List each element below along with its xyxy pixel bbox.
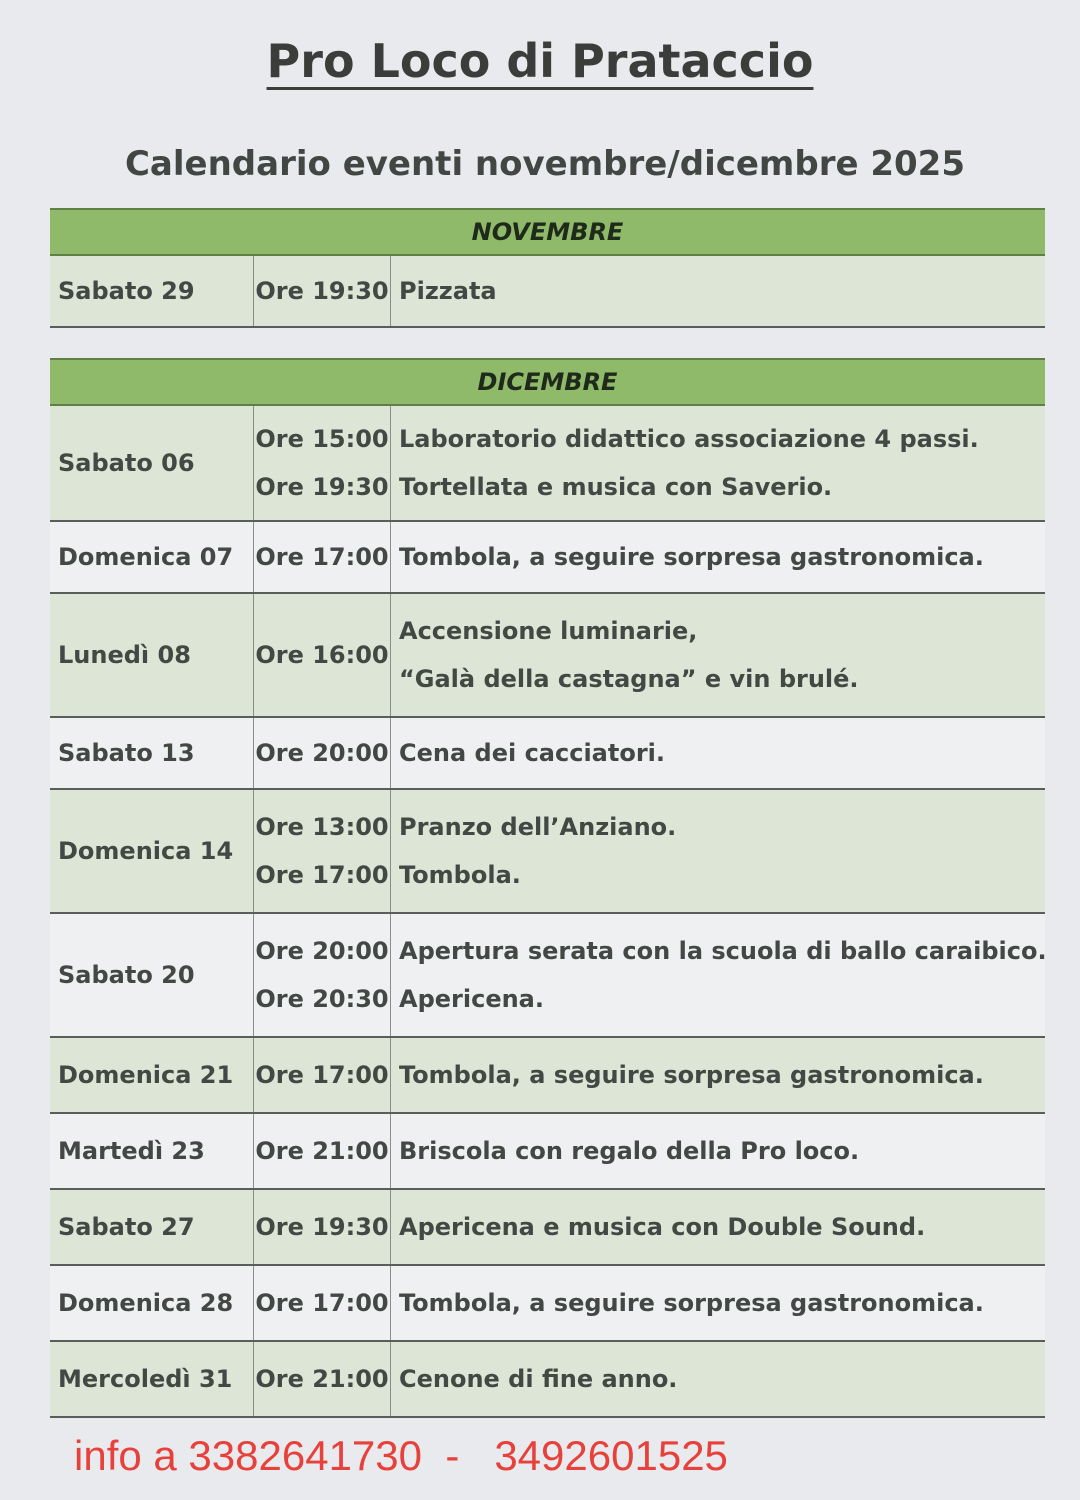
event-day-label: Domenica 21	[58, 1061, 234, 1089]
event-description	[391, 914, 1055, 1036]
event-day-label: Sabato 20	[58, 961, 195, 989]
month-table-dicembre	[50, 358, 1045, 1418]
event-day-label: Sabato 27	[58, 1213, 195, 1241]
event-row	[50, 718, 1045, 790]
event-time-label: Ore 19:30	[255, 473, 389, 501]
event-time	[254, 406, 391, 520]
event-time-label: Ore 17:00	[255, 861, 389, 889]
info-contact: info a 3382641730 - 3492601525	[74, 1432, 728, 1479]
event-description	[391, 406, 1045, 520]
event-time	[254, 522, 391, 592]
event-description	[391, 1038, 1045, 1112]
event-description	[391, 1266, 1045, 1340]
event-description	[391, 256, 1045, 326]
event-description	[391, 522, 1045, 592]
event-day-label: Sabato 06	[58, 449, 195, 477]
event-time	[254, 1342, 391, 1416]
event-description-line: Pizzata	[399, 277, 497, 305]
event-day	[50, 1342, 254, 1416]
event-time	[254, 594, 391, 716]
event-day	[50, 406, 254, 520]
event-row	[50, 1342, 1045, 1416]
event-day	[50, 1038, 254, 1112]
event-description	[391, 718, 1045, 788]
event-day	[50, 790, 254, 912]
event-description-line: Cena dei cacciatori.	[399, 739, 666, 767]
event-time	[254, 256, 391, 326]
event-description-line: Apericena.	[399, 985, 544, 1013]
event-row	[50, 790, 1045, 914]
event-time	[254, 718, 391, 788]
event-time	[254, 790, 391, 912]
event-time-label: Ore 17:00	[255, 543, 389, 571]
event-description	[391, 790, 1045, 912]
event-time-label: Ore 17:00	[255, 1289, 389, 1317]
event-time	[254, 914, 391, 1036]
event-description-line: Tortellata e musica con Saverio.	[399, 473, 833, 501]
event-day	[50, 1190, 254, 1264]
event-day	[50, 522, 254, 592]
event-day-label: Sabato 13	[58, 739, 195, 767]
event-description	[391, 1114, 1045, 1188]
event-day-label: Sabato 29	[58, 277, 195, 305]
event-day	[50, 914, 254, 1036]
event-row	[50, 406, 1045, 522]
event-description	[391, 1342, 1045, 1416]
event-time-label: Ore 20:30	[255, 985, 389, 1013]
page-subtitle: Calendario eventi novembre/dicembre 2025	[124, 144, 965, 184]
month-table-novembre	[50, 208, 1045, 328]
event-row	[50, 522, 1045, 594]
event-day-label: Martedì 23	[58, 1137, 205, 1165]
event-time-label: Ore 17:00	[255, 1061, 389, 1089]
event-row	[50, 914, 1045, 1038]
event-description-line: Apertura serata con la scuola di ballo caraibico.	[399, 937, 1047, 965]
event-description-line: Pranzo dell’Anziano.	[399, 813, 677, 841]
event-time-label: Ore 19:30	[255, 277, 389, 305]
event-day-label: Domenica 14	[58, 837, 234, 865]
event-time	[254, 1266, 391, 1340]
event-description-line: Laboratorio didattico associazione 4 passi.	[399, 425, 979, 453]
event-time-label: Ore 15:00	[255, 425, 389, 453]
event-day	[50, 718, 254, 788]
page-title	[0, 34, 1080, 88]
event-row	[50, 256, 1045, 326]
event-time-label: Ore 20:00	[255, 739, 389, 767]
event-time-label: Ore 16:00	[255, 641, 389, 669]
event-description	[391, 594, 1045, 716]
month-header: NOVEMBRE	[50, 208, 1045, 256]
page-title-text: Pro Loco di Prataccio	[266, 34, 814, 88]
event-description-line: Apericena e musica con Double Sound.	[399, 1213, 926, 1241]
event-day	[50, 256, 254, 326]
event-day-label: Mercoledì 31	[58, 1365, 233, 1393]
event-description-line: Briscola con regalo della Pro loco.	[399, 1137, 860, 1165]
event-day	[50, 1114, 254, 1188]
event-description-line: Cenone di fine anno.	[399, 1365, 678, 1393]
event-row	[50, 1190, 1045, 1266]
event-day	[50, 594, 254, 716]
event-time	[254, 1190, 391, 1264]
event-description-line: “Galà della castagna” e vin brulé.	[399, 665, 859, 693]
event-description-line: Tombola.	[399, 861, 521, 889]
event-time-label: Ore 21:00	[255, 1137, 389, 1165]
event-row	[50, 1038, 1045, 1114]
event-time	[254, 1038, 391, 1112]
event-day	[50, 1266, 254, 1340]
event-description-line: Tombola, a seguire sorpresa gastronomica.	[399, 543, 984, 571]
event-description	[391, 1190, 1045, 1264]
event-time-label: Ore 20:00	[255, 937, 389, 965]
event-time	[254, 1114, 391, 1188]
event-row	[50, 1114, 1045, 1190]
event-description-line: Tombola, a seguire sorpresa gastronomica.	[399, 1289, 984, 1317]
event-description-line: Accensione luminarie,	[399, 617, 698, 645]
event-time-label: Ore 19:30	[255, 1213, 389, 1241]
event-row	[50, 1266, 1045, 1342]
event-row	[50, 594, 1045, 718]
event-day-label: Domenica 28	[58, 1289, 234, 1317]
event-day-label: Lunedì 08	[58, 641, 191, 669]
event-description-line: Tombola, a seguire sorpresa gastronomica.	[399, 1061, 984, 1089]
event-time-label: Ore 21:00	[255, 1365, 389, 1393]
event-day-label: Domenica 07	[58, 543, 234, 571]
event-time-label: Ore 13:00	[255, 813, 389, 841]
month-header: DICEMBRE	[50, 358, 1045, 406]
